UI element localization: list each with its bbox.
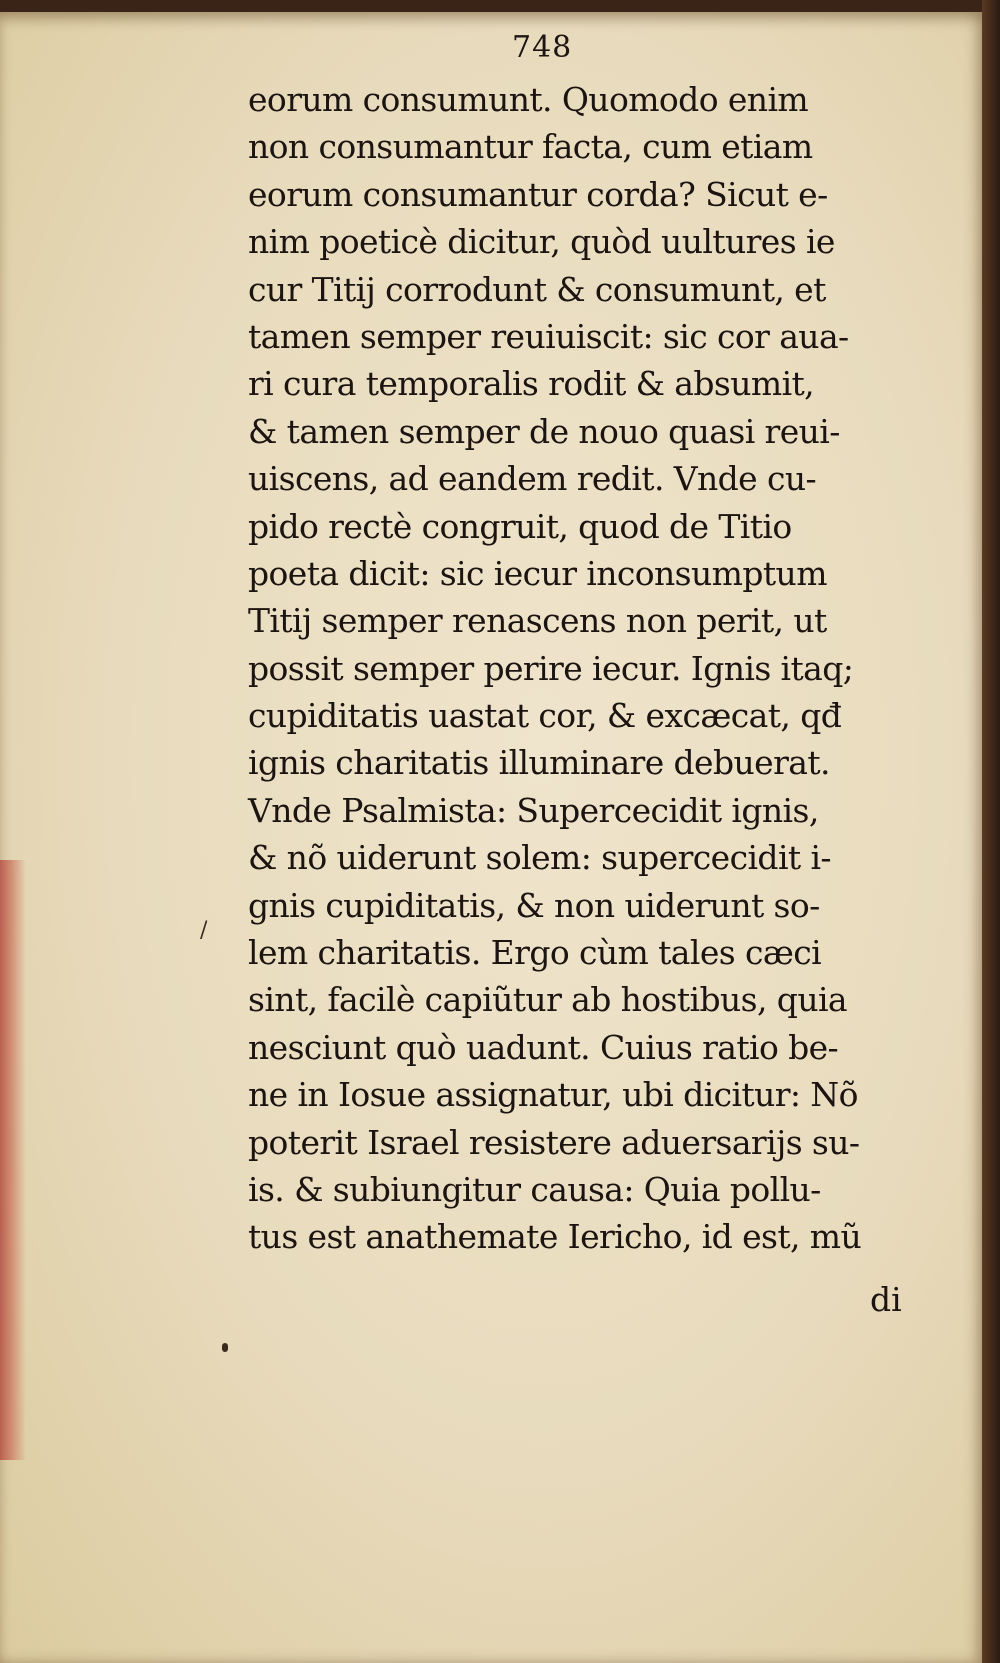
- text-line: tus est anathemate Iericho, id est, mũ: [248, 1217, 862, 1257]
- text-line: possit semper perire iecur. Ignis itaq;: [248, 648, 854, 688]
- text-line: tamen semper reuiuiscit: sic cor aua-: [248, 316, 849, 356]
- text-line: pido rectè congruit, quod de Titio: [248, 506, 792, 546]
- text-line: eorum consumantur corda? Sicut e-: [248, 174, 828, 214]
- text-line: sint, facilè capiũtur ab hostibus, quia: [248, 980, 848, 1020]
- ink-dot: [222, 1343, 228, 1352]
- text-line: eorum consumunt. Quomodo enim: [248, 80, 809, 119]
- text-line: nesciunt quò uadunt. Cuius ratio be-: [248, 1027, 839, 1067]
- text-line: is. & subiungitur causa: Quia pollu-: [248, 1169, 821, 1209]
- text-line: nim poeticè dicitur, quòd uultures ie: [248, 222, 835, 262]
- text-line: & nõ uiderunt solem: supercecidit i-: [248, 838, 831, 878]
- body-text: [248, 76, 928, 1261]
- text-line: cupiditatis uastat cor, & excæcat, qđ: [248, 696, 842, 736]
- text-line: uiscens, ad eandem redit. Vnde cu-: [248, 459, 817, 499]
- text-line: Vnde Psalmista: Supercecidit ignis,: [248, 790, 819, 830]
- text-line: ignis charitatis illuminare debuerat.: [248, 743, 830, 783]
- binding-stain: [0, 860, 26, 1460]
- right-page-edge: [982, 0, 1000, 1663]
- text-line: lem charitatis. Ergo cùm tales cæci: [248, 933, 822, 973]
- text-line: gnis cupiditatis, & non uiderunt so-: [248, 885, 820, 925]
- margin-mark: /: [200, 918, 208, 943]
- text-line: poterit Israel resistere aduersarijs su-: [248, 1122, 860, 1162]
- text-line: cur Titij corrodunt & consumunt, et: [248, 269, 826, 309]
- page-number: 748: [512, 30, 573, 65]
- text-line: ri cura temporalis rodit & absumit,: [248, 364, 815, 404]
- text-line: non consumantur facta, cum etiam: [248, 127, 813, 167]
- text-line: Titij semper renascens non perit, ut: [248, 601, 827, 641]
- text-line: ne in Iosue assignatur, ubi dicitur: Nõ: [248, 1075, 858, 1115]
- catchword: di: [870, 1280, 902, 1319]
- text-line: poeta dicit: sic iecur inconsumptum: [248, 553, 827, 593]
- text-line: & tamen semper de nouo quasi reui-: [248, 411, 840, 451]
